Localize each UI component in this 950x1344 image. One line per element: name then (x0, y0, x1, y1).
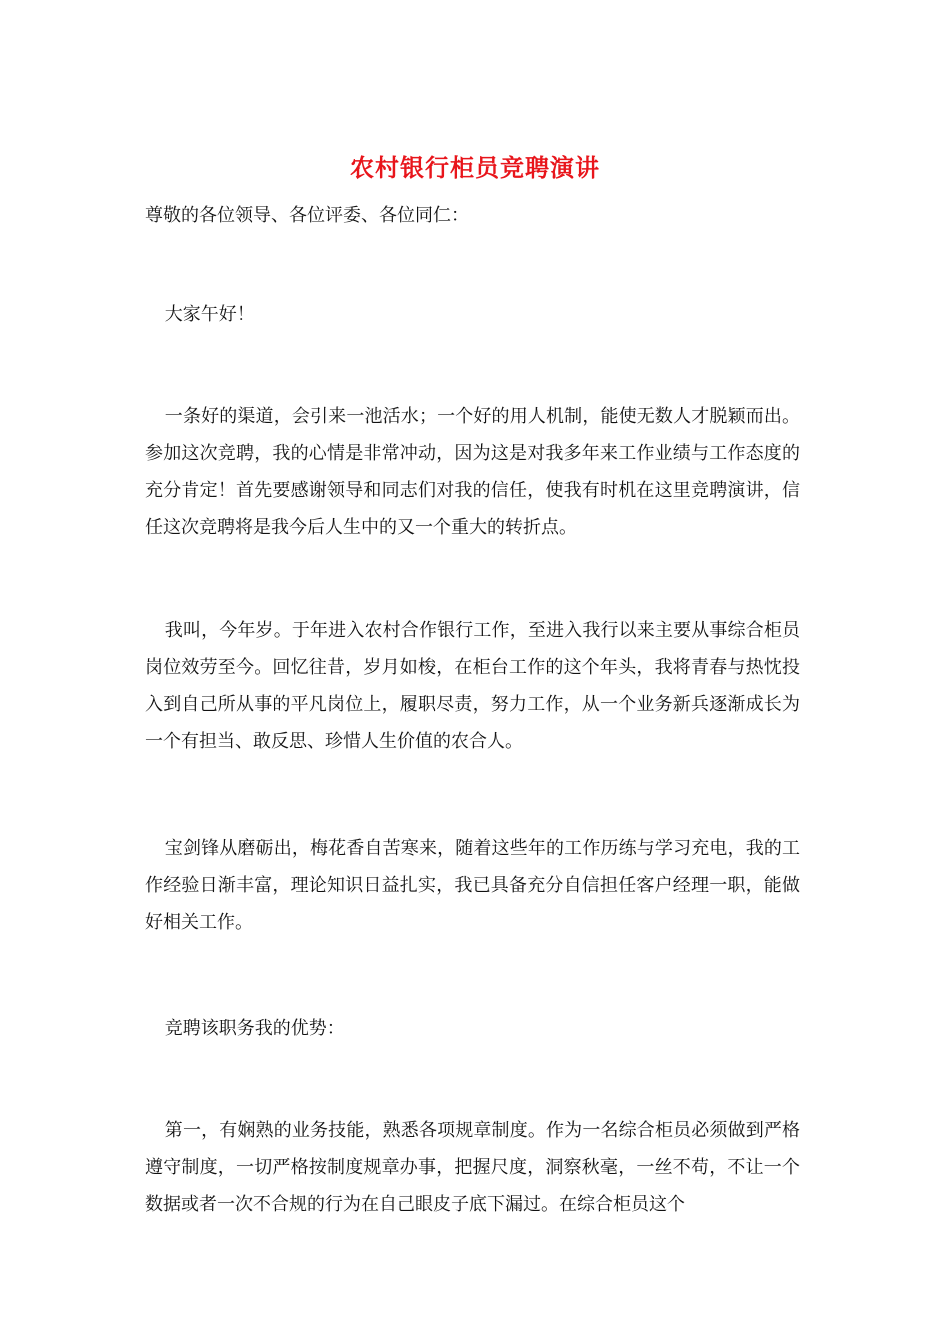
first-advantage-paragraph: 第一，有娴熟的业务技能，熟悉各项规章制度。作为一名综合柜员必须做到严格遵守制度，一切严格按制度规章办事，把握尺度，洞察秋毫，一丝不苟，不让一个数据或者一次不合规的行为在自己眼皮子底下漏过。在综合柜员这个 (145, 1120, 800, 1215)
paragraph-block-2 (145, 612, 800, 760)
paragraph-1: 一条好的渠道，会引来一池活水；一个好的用人机制，能使无数人才脱颖而出。参加这次竞聘，我的心情是非常冲动，因为这是对我多年来工作业绩与工作态度的充分肯定！首先要感谢领导和同志们对我的信任，使我有时机在这里竞聘演讲，信任这次竞聘将是我今后人生中的又一个重大的转折点。 (145, 406, 800, 538)
salutation-block (145, 197, 800, 234)
greeting: 大家午好！ (164, 304, 255, 325)
paragraph-block-3 (145, 830, 800, 941)
document-title: 农村银行柜员竞聘演讲 (350, 153, 600, 182)
advantages-heading: 竞聘该职务我的优势： (164, 1018, 345, 1039)
advantages-heading-block (145, 1010, 800, 1047)
paragraph-block-1 (145, 398, 800, 546)
paragraph-3: 宝剑锋从磨砺出，梅花香自苦寒来，随着这些年的工作历练与学习充电，我的工作经验日渐丰富，理论知识日益扎实，我已具备充分自信担任客户经理一职，能做好相关工作。 (145, 838, 800, 933)
paragraph-2: 我叫，今年岁。于年进入农村合作银行工作，至进入我行以来主要从事综合柜员岗位效劳至今。回忆往昔，岁月如梭，在柜台工作的这个年头，我将青春与热忱投入到自己所从事的平凡岗位上，履职尽责，努力工作，从一个业务新兵逐渐成长为一个有担当、敢反思、珍惜人生价值的农合人。 (145, 620, 800, 752)
greeting-block (145, 296, 800, 333)
salutation: 尊敬的各位领导、各位评委、各位同仁： (145, 205, 469, 226)
first-advantage-block (145, 1112, 800, 1223)
